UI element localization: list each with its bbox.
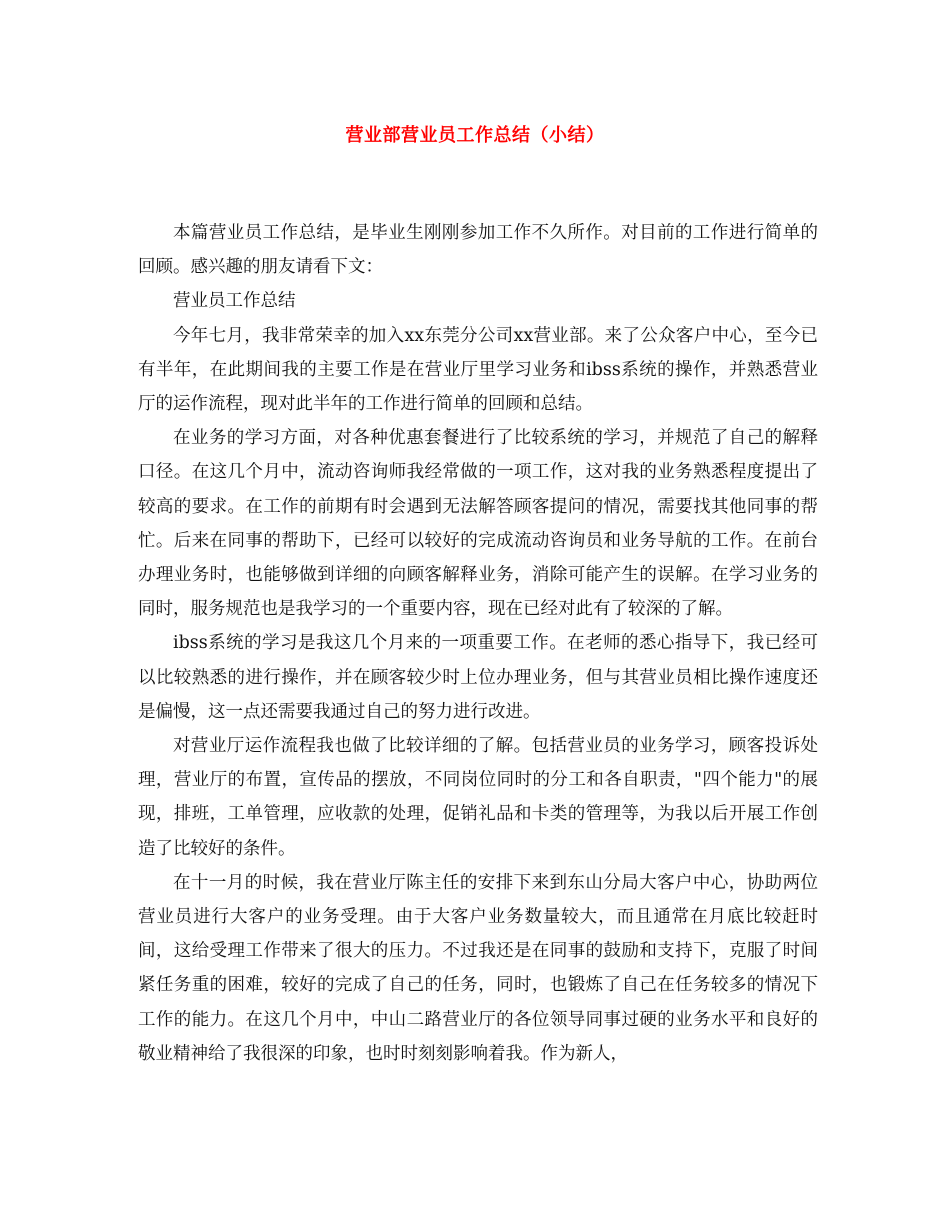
document-body bbox=[138, 216, 818, 1071]
paragraph-ibss-learning: ibss系统的学习是我这几个月来的一项重要工作。在老师的悉心指导下，我已经可以比较熟悉的进行操作，并在顾客较少时上位办理业务，但与其营业员相比操作速度还是偏慢，这一点还需要我通过自己的努力进行改进。 bbox=[138, 633, 818, 722]
paragraph-intro: 本篇营业员工作总结，是毕业生刚刚参加工作不久所作。对目前的工作进行简单的回顾。感兴趣的朋友请看下文： bbox=[138, 223, 818, 278]
paragraph-subtitle: 营业员工作总结 bbox=[173, 291, 296, 312]
paragraph-operation-flow: 对营业厅运作流程我也做了比较详细的了解。包括营业员的业务学习，顾客投诉处理，营业厅的布置，宣传品的摆放，不同岗位同时的分工和各自职责，"四个能力"的展现，排班，工单管理，应收款的处理，促销礼品和卡类的管理等，为我以后开展工作创造了比较好的条件。 bbox=[138, 736, 818, 859]
paragraph-november: 在十一月的时候，我在营业厅陈主任的安排下来到东山分局大客户中心，协助两位营业员进行大客户的业务受理。由于大客户业务数量较大，而且通常在月底比较赶时间，这给受理工作带来了很大的压力。不过我还是在同事的鼓励和支持下，克服了时间紧任务重的困难，较好的完成了自己的任务，同时，也锻炼了自己在任务较多的情况下工作的能力。在这几个月中，中山二路营业厅的各位领导同事过硬的业务水平和良好的敬业精神给了我很深的印象，也时时刻刻影响着我。作为新人， bbox=[138, 872, 818, 1064]
document-title: 营业部营业员工作总结（小结） bbox=[345, 125, 605, 146]
paragraph-overview: 今年七月，我非常荣幸的加入xx东莞分公司xx营业部。来了公众客户中心，至今已有半年，在此期间我的主要工作是在营业厅里学习业务和ibss系统的操作，并熟悉营业厅的运作流程，现对此半年的工作进行简单的回顾和总结。 bbox=[138, 325, 818, 415]
paragraph-business-learning: 在业务的学习方面，对各种优惠套餐进行了比较系统的学习，并规范了自己的解释口径。在这几个月中，流动咨询师我经常做的一项工作，这对我的业务熟悉程度提出了较高的要求。在工作的前期有时会遇到无法解答顾客提问的情况，需要找其他同事的帮忙。后来在同事的帮助下，已经可以较好的完成流动咨询员和业务导航的工作。在前台办理业务时，也能够做到详细的向顾客解释业务，消除可能产生的误解。在学习业务的同时，服务规范也是我学习的一个重要内容，现在已经对此有了较深的了解。 bbox=[138, 428, 818, 620]
